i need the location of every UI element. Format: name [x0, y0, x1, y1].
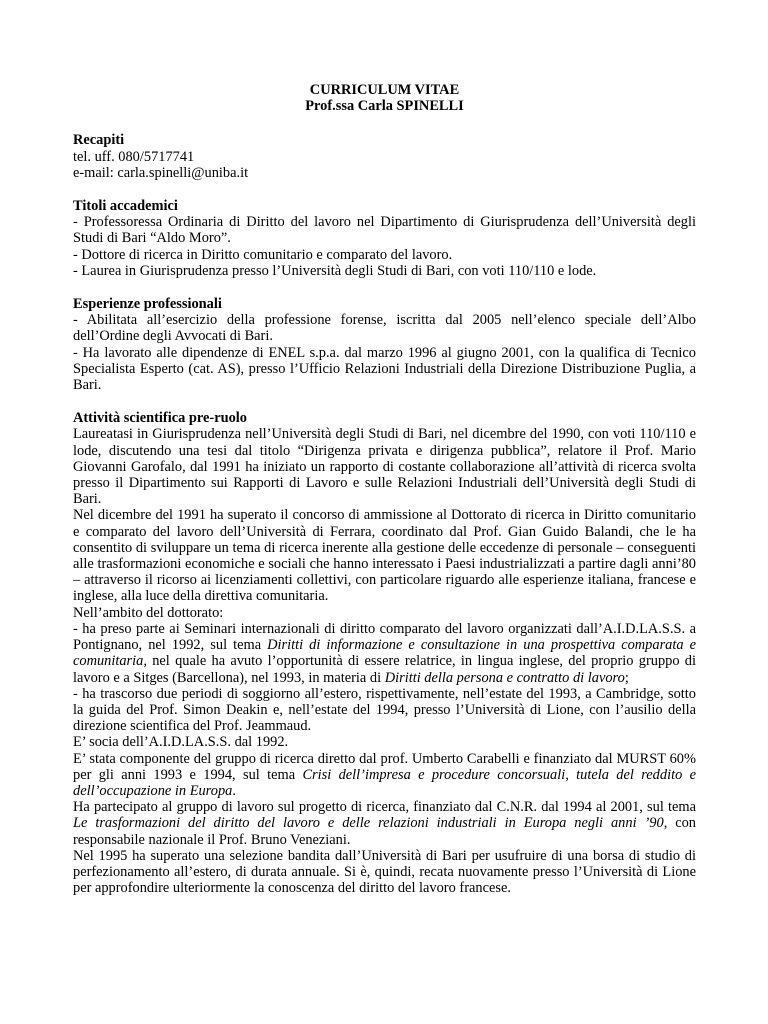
paragraph	[73, 751, 696, 800]
text-run: - ha preso parte ai Seminari internazionali di diritto comparato del lavoro organizzati dall’A.I.D.LA.S.S. a Pontignano, nel 1992, sul tema	[73, 620, 696, 654]
section-heading-attivita: Attività scientifica pre-ruolo	[73, 410, 247, 427]
esperienze-item: - Abilitata all’esercizio della professione forense, iscritta dal 2005 nell’elenco speciale dell’Albo dell’Ordine degli Avvocati di Bari.	[73, 312, 696, 345]
document-title: CURRICULUM VITAE	[309, 82, 460, 98]
paragraph: - ha trascorso due periodi di soggiorno all’estero, rispettivamente, nell’estate del 1993, a Cambridge, sotto la guida del Prof. Simon Deakin e, nell’estate del 1994, presso l’Università di Lione, con l’ausilio della direzione scientifica del Prof. Jeammaud.	[73, 685, 696, 735]
text-run: E’ stata componente del gruppo di ricerca diretto dal prof. Umberto Carabelli e finanziato dal MURST 60% per gli anni 1993 e 1994, sul tema	[73, 750, 696, 783]
titoli-item: - Dottore di ricerca in Diritto comunitario e comparato del lavoro.	[73, 246, 453, 263]
text-run: ;	[624, 669, 629, 686]
section-recapiti	[73, 132, 696, 181]
italic-title: Diritti della persona e contratto di lavoro	[384, 669, 625, 686]
text-run: Ha partecipato al gruppo di lavoro sul progetto di ricerca, finanziato dal C.N.R. dal 1994 al 2001, sul tema	[73, 799, 696, 816]
paragraph: E’ socia dell’A.I.D.LA.S.S. dal 1992.	[73, 734, 289, 751]
section-esperienze	[73, 296, 696, 393]
paragraph	[73, 621, 696, 686]
section-heading-recapiti: Recapiti	[73, 132, 125, 149]
section-heading-esperienze: Esperienze professionali	[73, 296, 222, 313]
text-run: , con responsabile nazionale il Prof. Bruno Veneziani.	[73, 815, 696, 848]
titoli-item: - Professoressa Ordinaria di Diritto del lavoro nel Dipartimento di Giurisprudenza dell’Università degli Studi di Bari “Aldo Moro”.	[73, 214, 696, 247]
email-address: e-mail: carla.spinelli@uniba.it	[73, 164, 249, 181]
italic-title: Diritti di informazione e consultazione in una prospettiva comparata e comunitaria,	[73, 637, 696, 670]
paragraph: Nell’ambito del dottorato:	[73, 604, 224, 621]
paragraph	[73, 799, 696, 848]
titoli-item: - Laurea in Giurisprudenza presso l’Università degli Studi di Bari, con voti 110/110 e lode.	[73, 262, 597, 279]
author-name: Prof.ssa Carla SPINELLI	[305, 98, 464, 115]
section-attivita	[73, 410, 696, 896]
text-run: nel quale ha avuto l’opportunità di essere relatrice, in lingua inglese, del proprio gruppo di lavoro e a Sitges (Barcellona), nel 1993, in materia di	[73, 653, 696, 686]
text-run: .	[232, 782, 236, 799]
section-heading-titoli: Titoli accademici	[73, 198, 178, 215]
italic-title: Crisi dell’impresa e procedure concorsuali, tutela del reddito e dell’occupazione in Europa	[73, 766, 696, 799]
paragraph: Laureatasi in Giurisprudenza nell’Università degli Studi di Bari, nel dicembre del 1990, con voti 110/110 e lode, discutendo una tesi dal titolo “Dirigenza privata e dirigenza pubblica”, relatore il Prof. Mario Giovanni Garofalo, dal 1991 ha iniziato un rapporto di costante collaborazione all’attività di ricerca svolta presso il Dipartimento sui Rapporti di Lavoro e sulle Relazioni Industriali dell’Università degli Studi di Bari.	[73, 426, 696, 508]
paragraph: Nel 1995 ha superato una selezione bandita dall’Università di Bari per usufruire di una borsa di studio di perfezionamento all’estero, di durata annuale. Si è, quindi, recata nuovamente presso l’Università di Lione per approfondire ulteriormente la conoscenza del diritto del lavoro francese.	[73, 847, 696, 897]
italic-title: Le trasformazioni del diritto del lavoro e delle relazioni industriali in Europa negli anni ’90	[73, 815, 664, 832]
paragraph: Nel dicembre del 1991 ha superato il concorso di ammissione al Dottorato di ricerca in Diritto comunitario e comparato del lavoro dell’Università di Ferrara, coordinato dal Prof. Gian Guido Balandi, che le ha consentito di sviluppare un tema di ricerca inerente alla gestione delle eccedenze di personale – conseguenti alle trasformazioni economiche e sociali che hanno interessato i Paesi industrializzati a partire dagli anni’80 – attraverso il ricorso ai licenziamenti collettivi, con particolare riguardo alle esperienze italiana, francese e inglese, alla luce della direttiva comunitaria.	[73, 507, 696, 605]
esperienze-item: - Ha lavorato alle dipendenze di ENEL s.p.a. dal marzo 1996 al giugno 2001, con la qualifica di Tecnico Specialista Esperto (cat. AS), presso l’Ufficio Relazioni Industriali della Direzione Distribuzione Puglia, a Bari.	[73, 344, 696, 394]
phone-number: tel. uff. 080/5717741	[73, 148, 195, 165]
section-titoli	[73, 198, 696, 279]
